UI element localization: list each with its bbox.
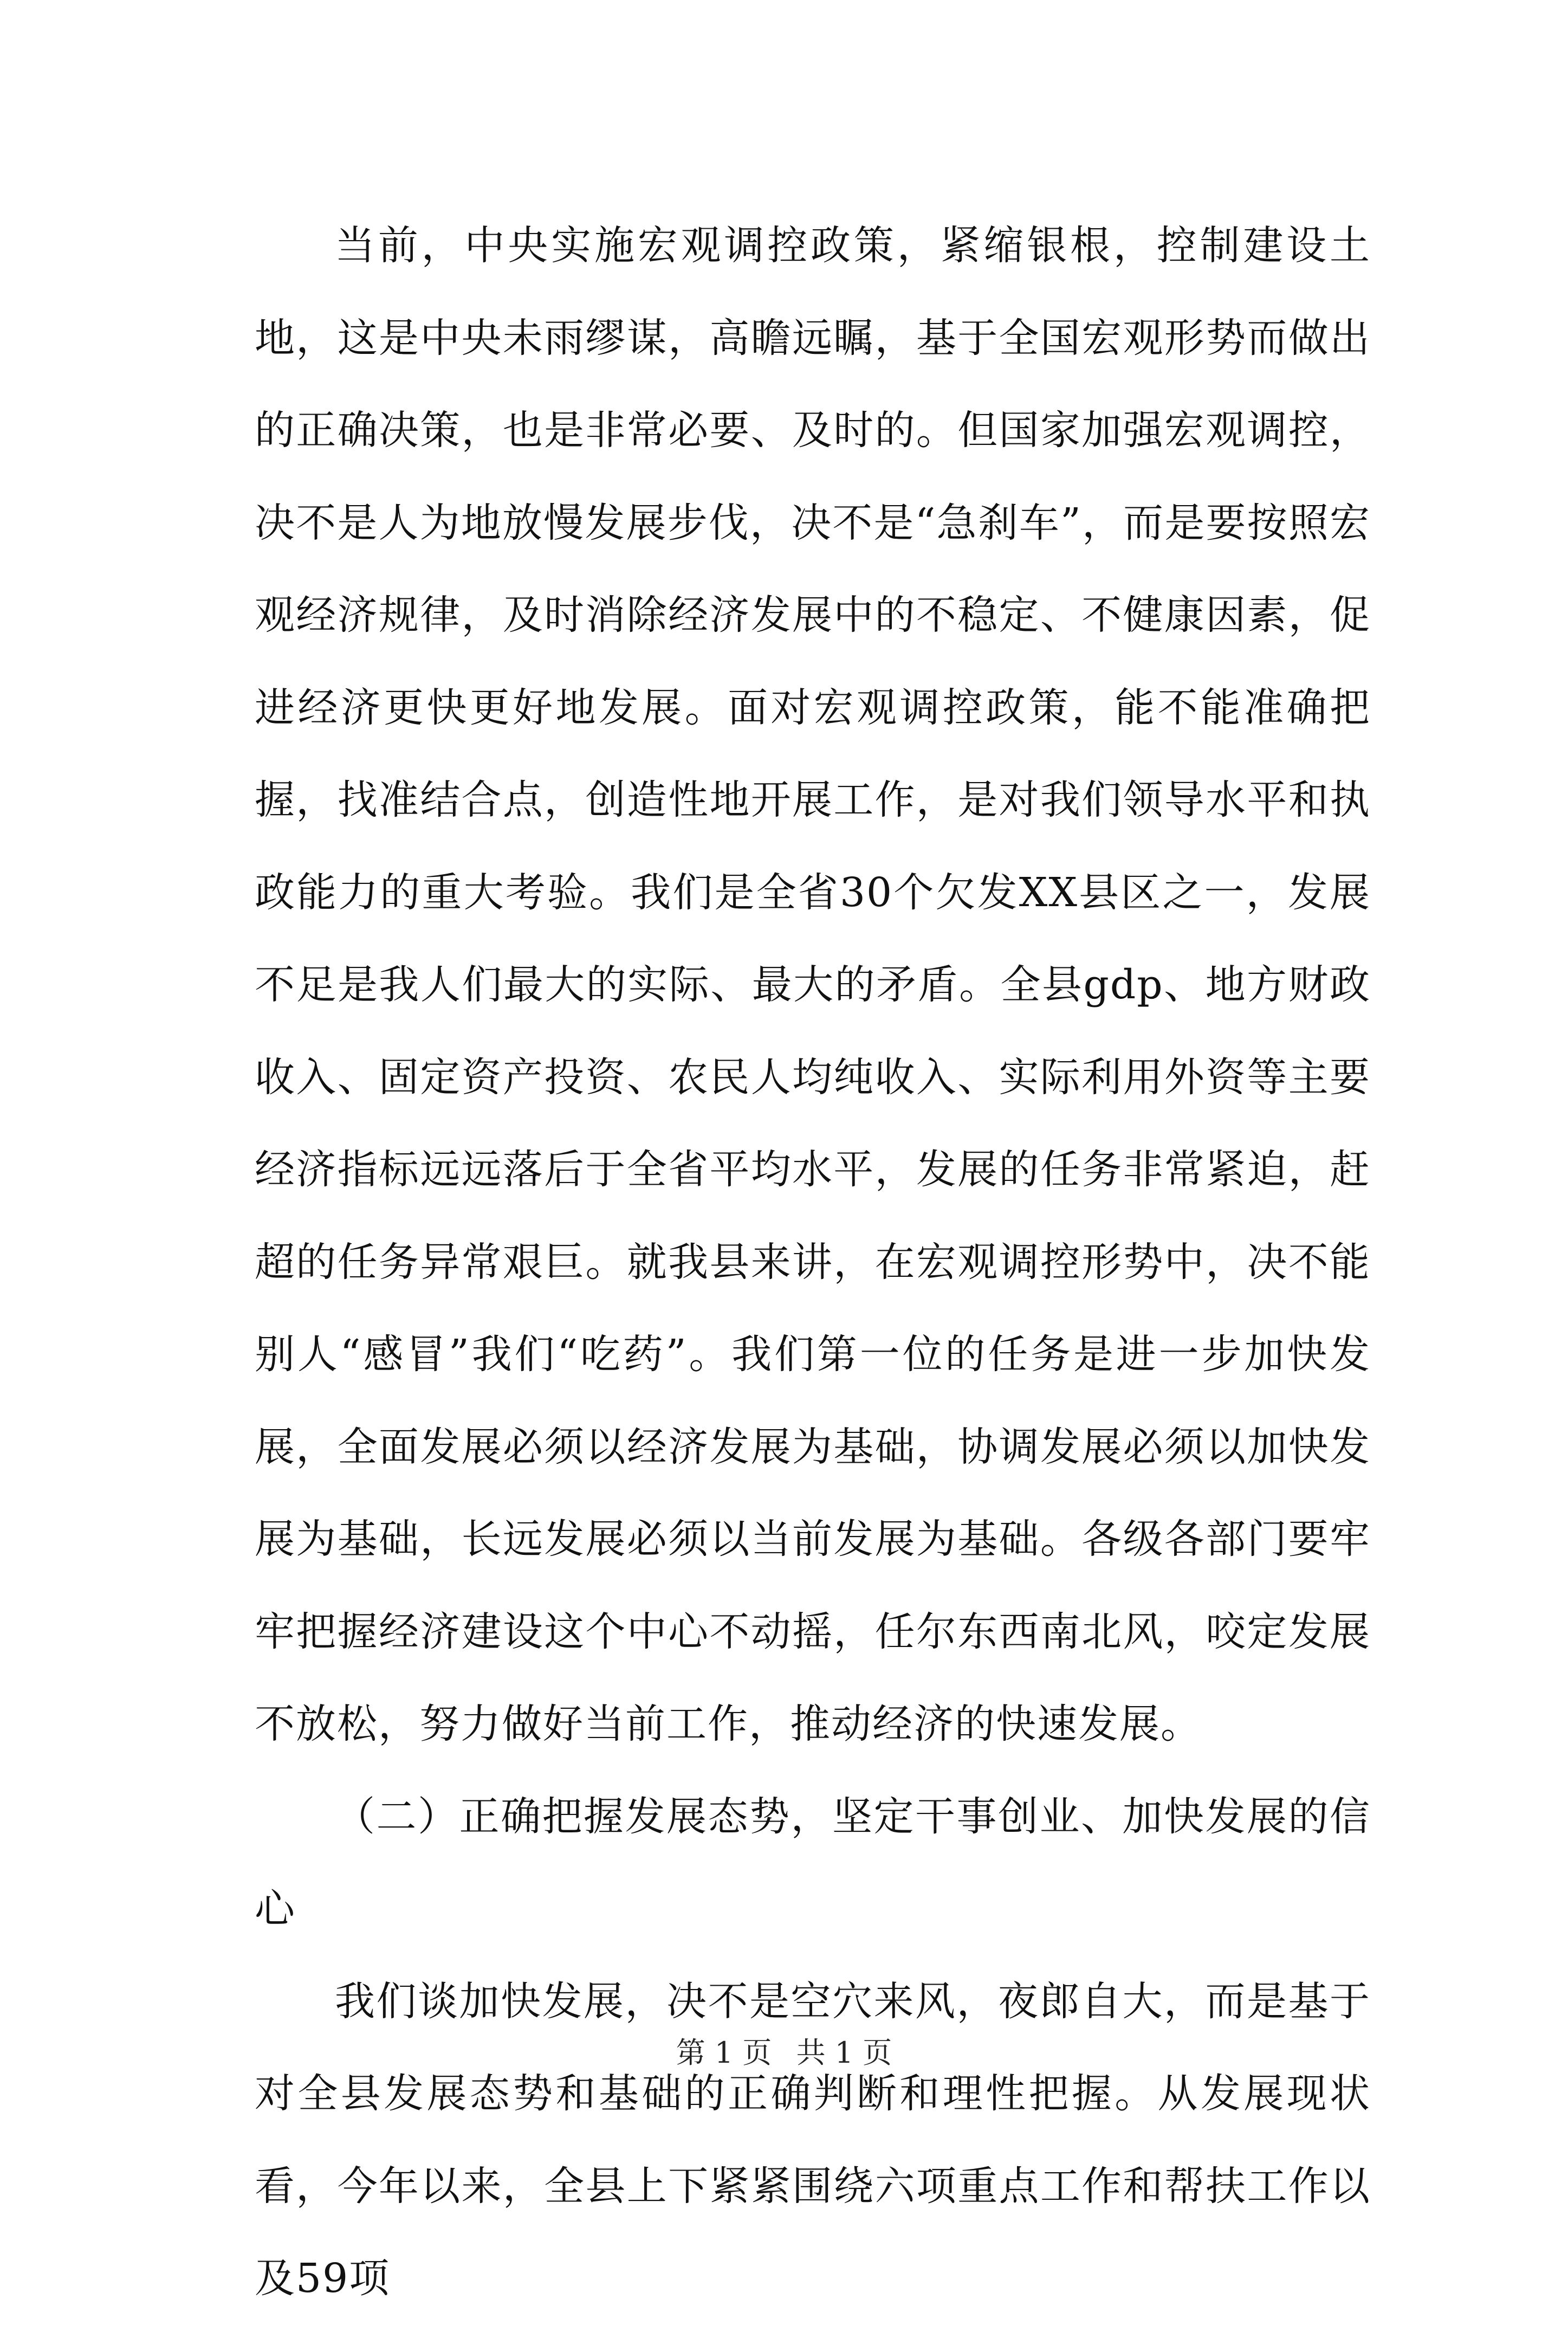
section-heading: （二）正确把握发展态势，坚定干事创业、加快发展的信心 — [255, 1793, 1371, 1932]
document-body — [255, 199, 1371, 2325]
paragraph: 我们谈加快发展，决不是空穴来风，夜郎自大，而是基于对全县发展态势和基础的正确判断和理性把握。从发展现状看，今年以来，全县上下紧紧围绕六项重点工作和帮扶工作以及59项 — [255, 1978, 1371, 2302]
paragraph: 当前，中央实施宏观调控政策，紧缩银根，控制建设土地，这是中央未雨缪谋，高瞻远瞩，基于全国宏观形势而做出的正确决策，也是非常必要、及时的。但国家加强宏观调控，决不是人为地放慢发展步伐，决不是“急刹车”，而是要按照宏观经济规律，及时消除经济发展中的不稳定、不健康因素，促进经济更快更好地发展。面对宏观调控政策，能不能准确把握，找准结合点，创造性地开展工作，是对我们领导水平和执政能力的重大考验。我们是全省30个欠发XX县区之一，发展不足是我人们最大的实际、最大的矛盾。全县gdp、地方财政收入、固定资产投资、农民人均纯收入、实际利用外资等主要经济指标远远落后于全省平均水平，发展的任务非常紧迫，赶超的任务异常艰巨。就我县来讲，在宏观调控形势中，决不能别人“感冒”我们“吃药”。我们第一位的任务是进一步加快发展，全面发展必须以经济发展为基础，协调发展必须以加快发展为基础，长远发展必须以当前发展为基础。各级各部门要牢牢把握经济建设这个中心不动摇，任尔东西南北风，咬定发展不放松，努力做好当前工作，推动经济的快速发展。 — [255, 222, 1371, 1747]
page-footer — [0, 2031, 1568, 2075]
page-total: 共 1 页 — [796, 2036, 892, 2070]
page-number: 第 1 页 — [676, 2036, 772, 2070]
